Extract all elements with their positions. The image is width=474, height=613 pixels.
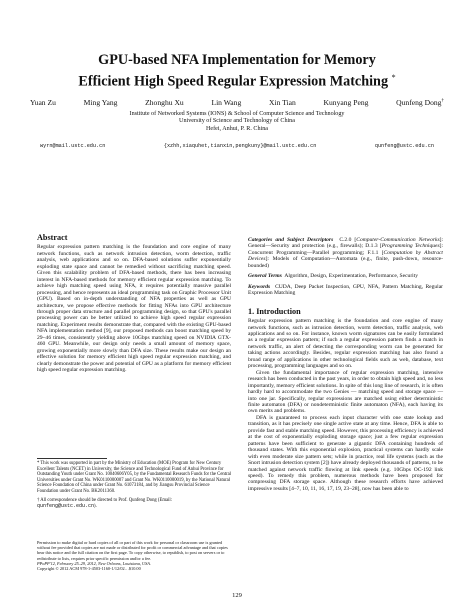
abstract-text: Regular expression pattern matching is the foundation and core engine of many network functions, such as network intrusion detection, worm detection, traffic analysis, web applications and so on. DFA-based solutions suffer exponentially exploding state space and cannot be remedied without sacrificing matching speed. Given this scalability problem of DFA-based methods, there has been increasing interest in NFA-based methods for memory efficient regular expression matching. To achieve high matching speed using NFA, it requires potentially massive parallel processing, and hence represents an ideal programming task on Graphic Processor Unit (GPU). Based on in-depth understanding of NFA properties as well as GPU architecture, we propose effective methods for fitting NFAs into GPU architecture through proper data structure and parallel programming design, so that GPU's parallel processing power can be better utilized to achieve high speed regular expression matching. Experiment results demonstrate that, compared with the existing GPU-based NFA implementation method [9], our proposed methods can boost matching speed by 29~46 times, consistently yielding above 10Gbps matching speed on NVIDIA GTX-460 GPU. Meanwhile, our design only needs a small amount of memory space, growing exponentially more slowly than DFA size. These results make our design an effective solution for memory efficient high speed regular expression matching, and clearly demonstrate the power and potential of GPU as a platform for memory efficient high speed regular expression matching. bbox=[37, 244, 231, 374]
keywords-block bbox=[248, 284, 443, 297]
correspondence-footnote bbox=[37, 498, 231, 509]
right-column bbox=[248, 237, 443, 492]
venue-text: PPoPP'12, February 25–29, 2012, New Orleans, Louisiana, USA. bbox=[37, 560, 151, 566]
correspondence-end: ). bbox=[94, 503, 97, 509]
intro-paragraph: Regular expression pattern matching is the foundation and core engine of many network functions, such as intrusion detection, worm detection, traffic analysis, web applications and so on. For instance, known worm signatures can be easily formulated as a regular expression pattern; if such a regular expression pattern finds a match in network traffic, an alert of detecting the corresponding worm can be generated for taking actions accordingly. Besides, regular expression matching has also found a broad range of applications in other technological fields such as web, database, text processing, programming languages and so on. bbox=[248, 318, 443, 370]
corresponding-mark: † bbox=[441, 98, 444, 104]
page-number: 129 bbox=[232, 592, 242, 599]
author-emails bbox=[40, 143, 434, 149]
categories-italic: Programming Techniques bbox=[381, 243, 440, 250]
affiliation-line: Hefei, Anhui, P. R. China bbox=[206, 125, 268, 132]
email-link[interactable]: qunfeng@ustc.edu.cn bbox=[374, 143, 434, 149]
affiliation-line: University of Science and Technology of China bbox=[179, 118, 295, 125]
keywords-heading: Keywords bbox=[248, 283, 271, 290]
footnote-divider bbox=[37, 458, 107, 459]
title-line-1: GPU-based NFA Implementation for Memory bbox=[98, 52, 376, 68]
permission-block bbox=[37, 540, 231, 571]
categories-text: ]: Models of Computation—Automata (e.g., finite, push-down, resource-bounded) bbox=[248, 256, 443, 269]
author-name-corresponding bbox=[396, 98, 444, 107]
author-name: Zhonghu Xu bbox=[145, 98, 184, 107]
title-line-2 bbox=[0, 69, 474, 91]
intro-paragraph: Given the fundamental importance of regular expression matching, intensive research has been conducted in the past years, in order to obtain high speed and, no less importantly, memory efficient solutions. In spite of this long line of research, it is often hardly hard to accommodate the two Genies — matching speed and storage space — into one jar. Specifically, regular expressions are matched using either deterministic finite automaton (DFA) or nondeterministic finite automaton (NFA), each having its own merits and problems. bbox=[248, 369, 443, 415]
intro-paragraph: DFA is guaranteed to process each input character with one state lookup and transition, as it has precisely one single active state at any time. Hence, DFA is able to provide fast and stable matching speed. However, this processing efficiency is achieved at the cost of exponentially exploding storage space; just a few regular expression patterns have been sufficient to generate a gigantic DFA containing hundreds of thousand states. With this exponential explosion, practical systems can hardly scale with even moderate size pattern sets; while in practice, real life systems (such as the Snort intrusion detection system [2]) have already deployed thousands of patterns, to be matched against network traffic flowing at link speeds (e.g. 10Gbps OC-192 link speed). To remedy this problem, numerous methods have been proposed for compressing DFA storage space. Although these research efforts have achieved impressive results [4–7, 10, 11, 16, 17, 19, 23–28], now has been able to bbox=[248, 414, 443, 492]
author-name: Kunyang Peng bbox=[323, 98, 369, 107]
general-terms-text: Algorithm, Design, Experimentation, Performance, Security bbox=[284, 273, 419, 280]
email-link[interactable]: {xzhh,xiaquhet,tianxin,pengkuny}@mail.ustc.edu.cn bbox=[163, 143, 317, 149]
introduction-heading: 1. Introduction bbox=[248, 306, 301, 316]
categories-italic: Computation by Abstract Devices bbox=[248, 249, 443, 263]
footnotes bbox=[37, 461, 231, 509]
categories-heading: Categories and Subject Descriptors bbox=[248, 237, 334, 243]
abstract-section bbox=[37, 235, 231, 374]
abstract-heading: Abstract bbox=[37, 233, 68, 242]
categories-text: ]: Concurrent Programming—Parallel programming; F.1.1 [ bbox=[248, 243, 444, 256]
correspondence-email[interactable]: qunfeng@ustc.edu.cn bbox=[37, 502, 95, 509]
categories-text: ]: General—Security and protection (e.g., firewalls); D.1.3 [ bbox=[248, 237, 444, 250]
title-footnote-mark: * bbox=[391, 73, 396, 82]
permission-text: Permission to make digital or hard copies of all or part of this work for personal or classroom use is granted without fee provided that copies are not made or distributed for profit or commercial advantage and that copies bear this notice and the full citation on the first page. To copy otherwise, to republish, to post on servers or to redistribute to lists, requires prior specific permission and/or a fee. bbox=[37, 540, 228, 561]
general-terms-block bbox=[248, 273, 443, 279]
affiliation bbox=[0, 111, 474, 133]
author-name: Qunfeng Dong bbox=[396, 98, 442, 107]
author-list bbox=[30, 98, 444, 107]
categories-text: C.2.0 [ bbox=[339, 237, 357, 243]
correspondence-text: † All correspondence should be directed to Prof. Qunfeng Dong (Email: bbox=[37, 498, 172, 503]
author-name: Yuan Zu bbox=[30, 98, 56, 107]
general-terms-heading: General Terms bbox=[248, 273, 282, 280]
author-name: Xin Tian bbox=[268, 98, 296, 107]
keywords-text: CUDA, Deep Packet Inspection, GPU, NFA, Pattern Matching, Regular Expression Matching bbox=[248, 283, 443, 297]
paper-title bbox=[0, 52, 474, 91]
categories-italic: Computer-Communication Networks bbox=[356, 237, 440, 243]
email-link[interactable]: wyrn@mail.ustc.edu.cn bbox=[40, 143, 106, 149]
author-name: Lin Wang bbox=[211, 98, 242, 107]
categories-block bbox=[248, 237, 443, 269]
title-line-2-text: Efficient High Speed Regular Expression Matching bbox=[78, 73, 389, 90]
author-name: Ming Yang bbox=[83, 98, 118, 107]
copyright-text: Copyright © 2012 ACM 978-1-4503-1160-1/12/02…$10.00 bbox=[37, 566, 141, 572]
funding-footnote: * This work was supported in part by the Ministry of Education (MOE) Program for New Century Excellent Talents (NCET) in University, the Science and Technological Fund of Anhui Province for Outstanding Youth under Grant No. 10040606Y05, by the Fundamental Research Funds for the Central Universities under Grant No. WK0110000007 and Grant No. WK0110000019, by the National Natural Science Foundation of China under Grant No. 61073184, and by Jiangsu Provincial Science Foundation under Grant No. BK2011360. bbox=[37, 461, 231, 494]
affiliation-line: Institute of Networked Systems (IONS) & School of Computer Science and Technology bbox=[129, 111, 345, 117]
